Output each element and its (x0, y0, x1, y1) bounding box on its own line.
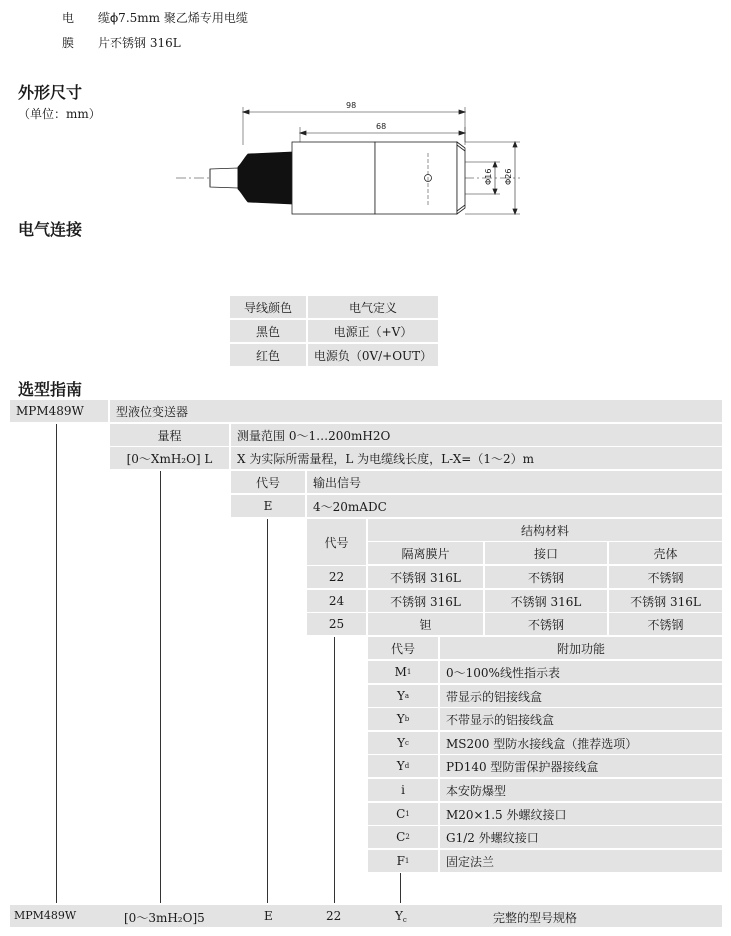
output-code: E (231, 495, 305, 517)
option-code-sub: d (404, 762, 410, 770)
material-cell: 不锈钢 (485, 613, 607, 635)
option-description: 不带显示的铝接线盒 (440, 708, 722, 730)
option-description: 本安防爆型 (440, 779, 722, 801)
material-col-header: 隔离膜片 (368, 542, 483, 564)
material-cell: 不锈钢 (609, 566, 722, 588)
table-header-row (230, 296, 438, 318)
option-code-letter: Y (396, 689, 405, 703)
option-code-sub: b (404, 715, 410, 723)
material-col-header: 壳体 (609, 542, 722, 564)
example-output: E (264, 909, 273, 923)
sensor-dimension-drawing (170, 95, 530, 220)
option-description: M20×1.5 外螺纹接口 (440, 803, 722, 825)
model-description: 型液位变送器 (110, 400, 722, 422)
example-option (395, 909, 407, 924)
connector-line (160, 471, 161, 903)
option-code (368, 661, 438, 683)
material-cell: 不锈钢 316L (485, 590, 607, 612)
option-code (368, 826, 438, 848)
material-code: 25 (307, 613, 366, 635)
option-code-letter: Y (396, 712, 405, 726)
dim-inner-dia: Φ16 (484, 168, 493, 185)
selection-heading: 选型指南 (18, 380, 83, 399)
dim-outer-dia: Φ26 (504, 168, 513, 185)
option-code (368, 755, 438, 777)
spec-cable (62, 9, 248, 26)
material-col-header: 接口 (485, 542, 607, 564)
option-code (368, 708, 438, 730)
range-code: [0～XmH₂O] L (110, 447, 229, 469)
material-cell: 不锈钢 (609, 613, 722, 635)
material-header: 结构材料 (368, 519, 722, 541)
table-cell: 电源正（+V） (308, 320, 438, 342)
example-option-code: Y (395, 909, 403, 923)
option-code-letter: i (401, 783, 405, 797)
output-header: 输出信号 (307, 471, 722, 493)
example-label: 完整的型号规格 (493, 911, 578, 925)
option-description: 0～100%线性指示表 (440, 661, 722, 683)
output-code-header: 代号 (231, 471, 305, 493)
option-code-letter: M (394, 665, 407, 679)
example-option-sub: c (402, 916, 407, 924)
dimensions-heading: 外形尺寸 (18, 83, 83, 102)
dim-overall-length: 98 (346, 101, 357, 110)
example-model: MPM489W (14, 909, 77, 922)
range-description: 测量范围 0～1…200mH2O (231, 424, 722, 446)
dim-body-length: 68 (376, 122, 387, 131)
electrical-heading: 电气连接 (18, 220, 83, 239)
connector-line (400, 873, 401, 903)
option-code (368, 685, 438, 707)
option-code-letter: F (396, 854, 405, 868)
material-code: 22 (307, 566, 366, 588)
wiring-table (228, 294, 440, 368)
dimensions-unit: （单位：mm） (18, 107, 101, 121)
option-code-sub: 1 (404, 857, 410, 865)
model-code: MPM489W (10, 400, 108, 422)
spec-value: 不锈钢 316L (110, 36, 181, 50)
option-code-sub: c (405, 739, 409, 747)
spec-label: 电 缆： (62, 11, 123, 25)
spec-diaphragm (62, 34, 181, 51)
option-code-header: 代号 (368, 637, 438, 659)
material-cell: 不锈钢 316L (368, 590, 483, 612)
option-code-letter: C (396, 807, 406, 821)
material-cell: 不锈钢 316L (609, 590, 722, 612)
option-code-letter: Y (396, 759, 405, 773)
material-cell: 不锈钢 (485, 566, 607, 588)
option-code (368, 850, 438, 872)
connector-line (56, 424, 57, 903)
material-code: 24 (307, 590, 366, 612)
option-description: MS200 型防水接线盒（推荐选项） (440, 732, 722, 754)
option-code-sub: a (404, 692, 410, 700)
table-cell: 电源负（0V/+OUT） (308, 344, 438, 366)
option-code-letter: C (396, 830, 406, 844)
example-material: 22 (326, 909, 342, 923)
option-code-letter: Y (397, 736, 405, 750)
table-row (230, 344, 438, 366)
option-code-sub: 2 (405, 833, 410, 841)
table-header: 导线颜色 (230, 296, 306, 318)
example-range: [0～3mH₂O]5 (124, 911, 205, 925)
table-cell: 红色 (230, 344, 306, 366)
spec-value: ϕ7.5mm 聚乙烯专用电缆 (110, 11, 248, 25)
table-header: 电气定义 (308, 296, 438, 318)
option-description: 带显示的铝接线盒 (440, 685, 722, 707)
connector-line (334, 637, 335, 903)
option-code (368, 732, 438, 754)
example-row (10, 905, 722, 927)
connector-line (267, 519, 268, 903)
material-cell: 钽 (368, 613, 483, 635)
option-code-sub: 1 (405, 810, 410, 818)
option-description: 固定法兰 (440, 850, 722, 872)
option-header: 附加功能 (440, 637, 722, 659)
option-code (368, 803, 438, 825)
option-code (368, 779, 438, 801)
table-cell: 黑色 (230, 320, 306, 342)
option-description: G1/2 外螺纹接口 (440, 826, 722, 848)
spec-label: 膜 片： (62, 36, 123, 50)
option-description: PD140 型防雷保护器接线盒 (440, 755, 722, 777)
option-code-sub: 1 (406, 668, 412, 676)
range-label: 量程 (110, 424, 229, 446)
material-cell: 不锈钢 316L (368, 566, 483, 588)
table-row (230, 320, 438, 342)
material-code-header: 代号 (307, 519, 366, 565)
range-note: X 为实际所需量程，L 为电缆线长度，L-X=（1～2）m (231, 447, 722, 469)
output-value: 4～20mADC (307, 495, 722, 517)
